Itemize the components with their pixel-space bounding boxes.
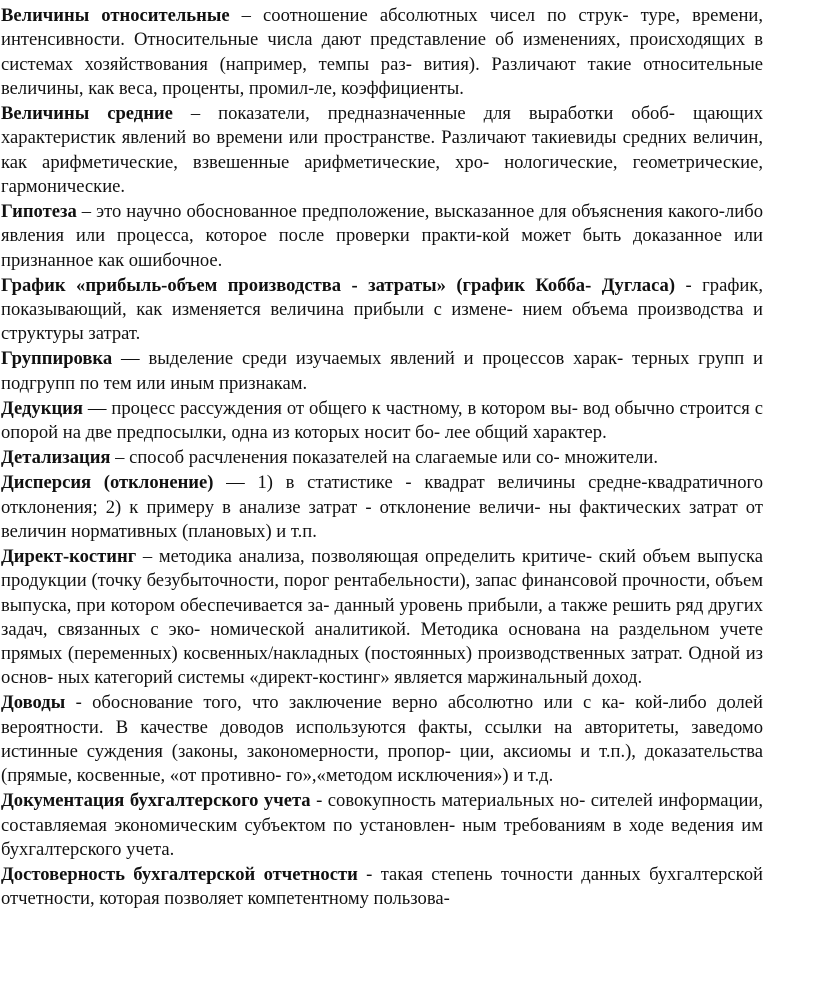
glossary-term: Группировка — [1, 348, 113, 370]
glossary-definition: — 1) в статистике - квадрат величины средне-квадратичного отклонения; 2) к примеру в анализе затрат - отклонение величи- ны фактических затрат от величин нормативных (плановых) и т.п. — [1, 472, 763, 542]
glossary-term: Величины относительные — [1, 5, 230, 26]
glossary-entry — [1, 691, 763, 788]
glossary-definition: – это научно обоснованное предположение, высказанное для объяснения какого-либо явления или процесса, которое после проверки практи-кой может быть доказанное или признанное как ошибочное. — [1, 200, 763, 271]
glossary-entry — [1, 397, 763, 446]
glossary-term: График «прибыль-объем производства - затраты» (график Кобба- Дугласа) — [1, 274, 676, 296]
glossary-entry — [1, 545, 763, 691]
glossary-entry — [1, 274, 763, 347]
glossary-term: Директ-костинг — [1, 545, 137, 567]
glossary-entry — [1, 446, 763, 470]
glossary-definition: – показатели, предназначенные для выработки обоб- щающих характеристик явлений во времени или пространстве. Различают такиевиды средних величин, как арифметические, взвешенные арифметические, хро- нологические, геометрические, гармонические. — [1, 102, 763, 197]
glossary-term: Документация бухгалтерского учета — [1, 790, 311, 812]
glossary-term: Доводы — [1, 692, 66, 714]
glossary-term: Достоверность бухгалтерской отчетности — [1, 864, 358, 886]
glossary-entry — [1, 863, 763, 912]
glossary-term: Величины средние — [1, 102, 173, 124]
glossary-entry — [1, 789, 763, 862]
glossary-definition: – методика анализа, позволяющая определить критиче- ский объем выпуска продукции (точку безубыточности, порог рентабельности), запас финансовой прочности, объем выпуска, при котором обеспечивается за- данный уровень прибыли, а также решить ряд других задач, связанных с эко- номической аналитикой. Методика основана на раздельном учете прямых (переменных) косвенных/накладных (постоянных) производственных затрат. Одной из основ- ных категорий системы «директ-костинг» является маржинальный доход. — [1, 545, 763, 689]
glossary-definition: – способ расчленения показателей на слагаемые или со- множители. — [110, 447, 658, 469]
glossary-entry — [1, 200, 763, 273]
glossary-definition: — процесс рассуждения от общего к частному, в котором вы- вод обычно строится с опорой на две предпосылки, одна из которых носит бо- лее общий характер. — [1, 397, 763, 444]
glossary-entry — [1, 4, 763, 101]
glossary-definition: - график, показывающий, как изменяется величина прибыли с измене- нием объема производства и структуры затрат. — [1, 274, 763, 345]
glossary-entry — [1, 347, 763, 396]
glossary-definition: - обоснование того, что заключение верно абсолютно или с ка- кой-либо долей вероятности. В качестве доводов используются факты, ссылки на авторитеты, заведомо истинные суждения (законы, закономерности, пропор- ции, аксиомы и т.п.), доказательства (прямые, косвенные, «от противно- го»,«методом исключения») и т.д. — [1, 692, 763, 787]
glossary-term: Гипотеза — [1, 200, 77, 222]
glossary-term: Дедукция — [1, 397, 83, 419]
glossary-definition: — выделение среди изучаемых явлений и процессов харак- терных групп и подгрупп по тем или иным признакам. — [1, 348, 763, 394]
glossary-definition: - такая степень точности данных бухгалтерской отчетности, которая позволяет компетентному пользова- — [1, 864, 763, 910]
glossary-definition: – соотношение абсолютных чисел по струк- туре, времени, интенсивности. Относительные числа дают представление об изменениях, происходящих в системах хозяйствования (например, темпы раз- вития). Различают такие относительные величины, как веса, проценты, промил-ле, коэффициенты. — [1, 5, 763, 99]
glossary-entry — [1, 471, 763, 544]
glossary-term: Дисперсия (отклонение) — [1, 472, 214, 494]
glossary-term: Детализация — [1, 447, 111, 469]
glossary-definition: - совокупность материальных но- сителей информации, составляемая экономическим субъектом по установлен- ным требованиям в ходе ведения им бухгалтерского учета. — [1, 790, 763, 861]
glossary-entry — [1, 102, 763, 199]
